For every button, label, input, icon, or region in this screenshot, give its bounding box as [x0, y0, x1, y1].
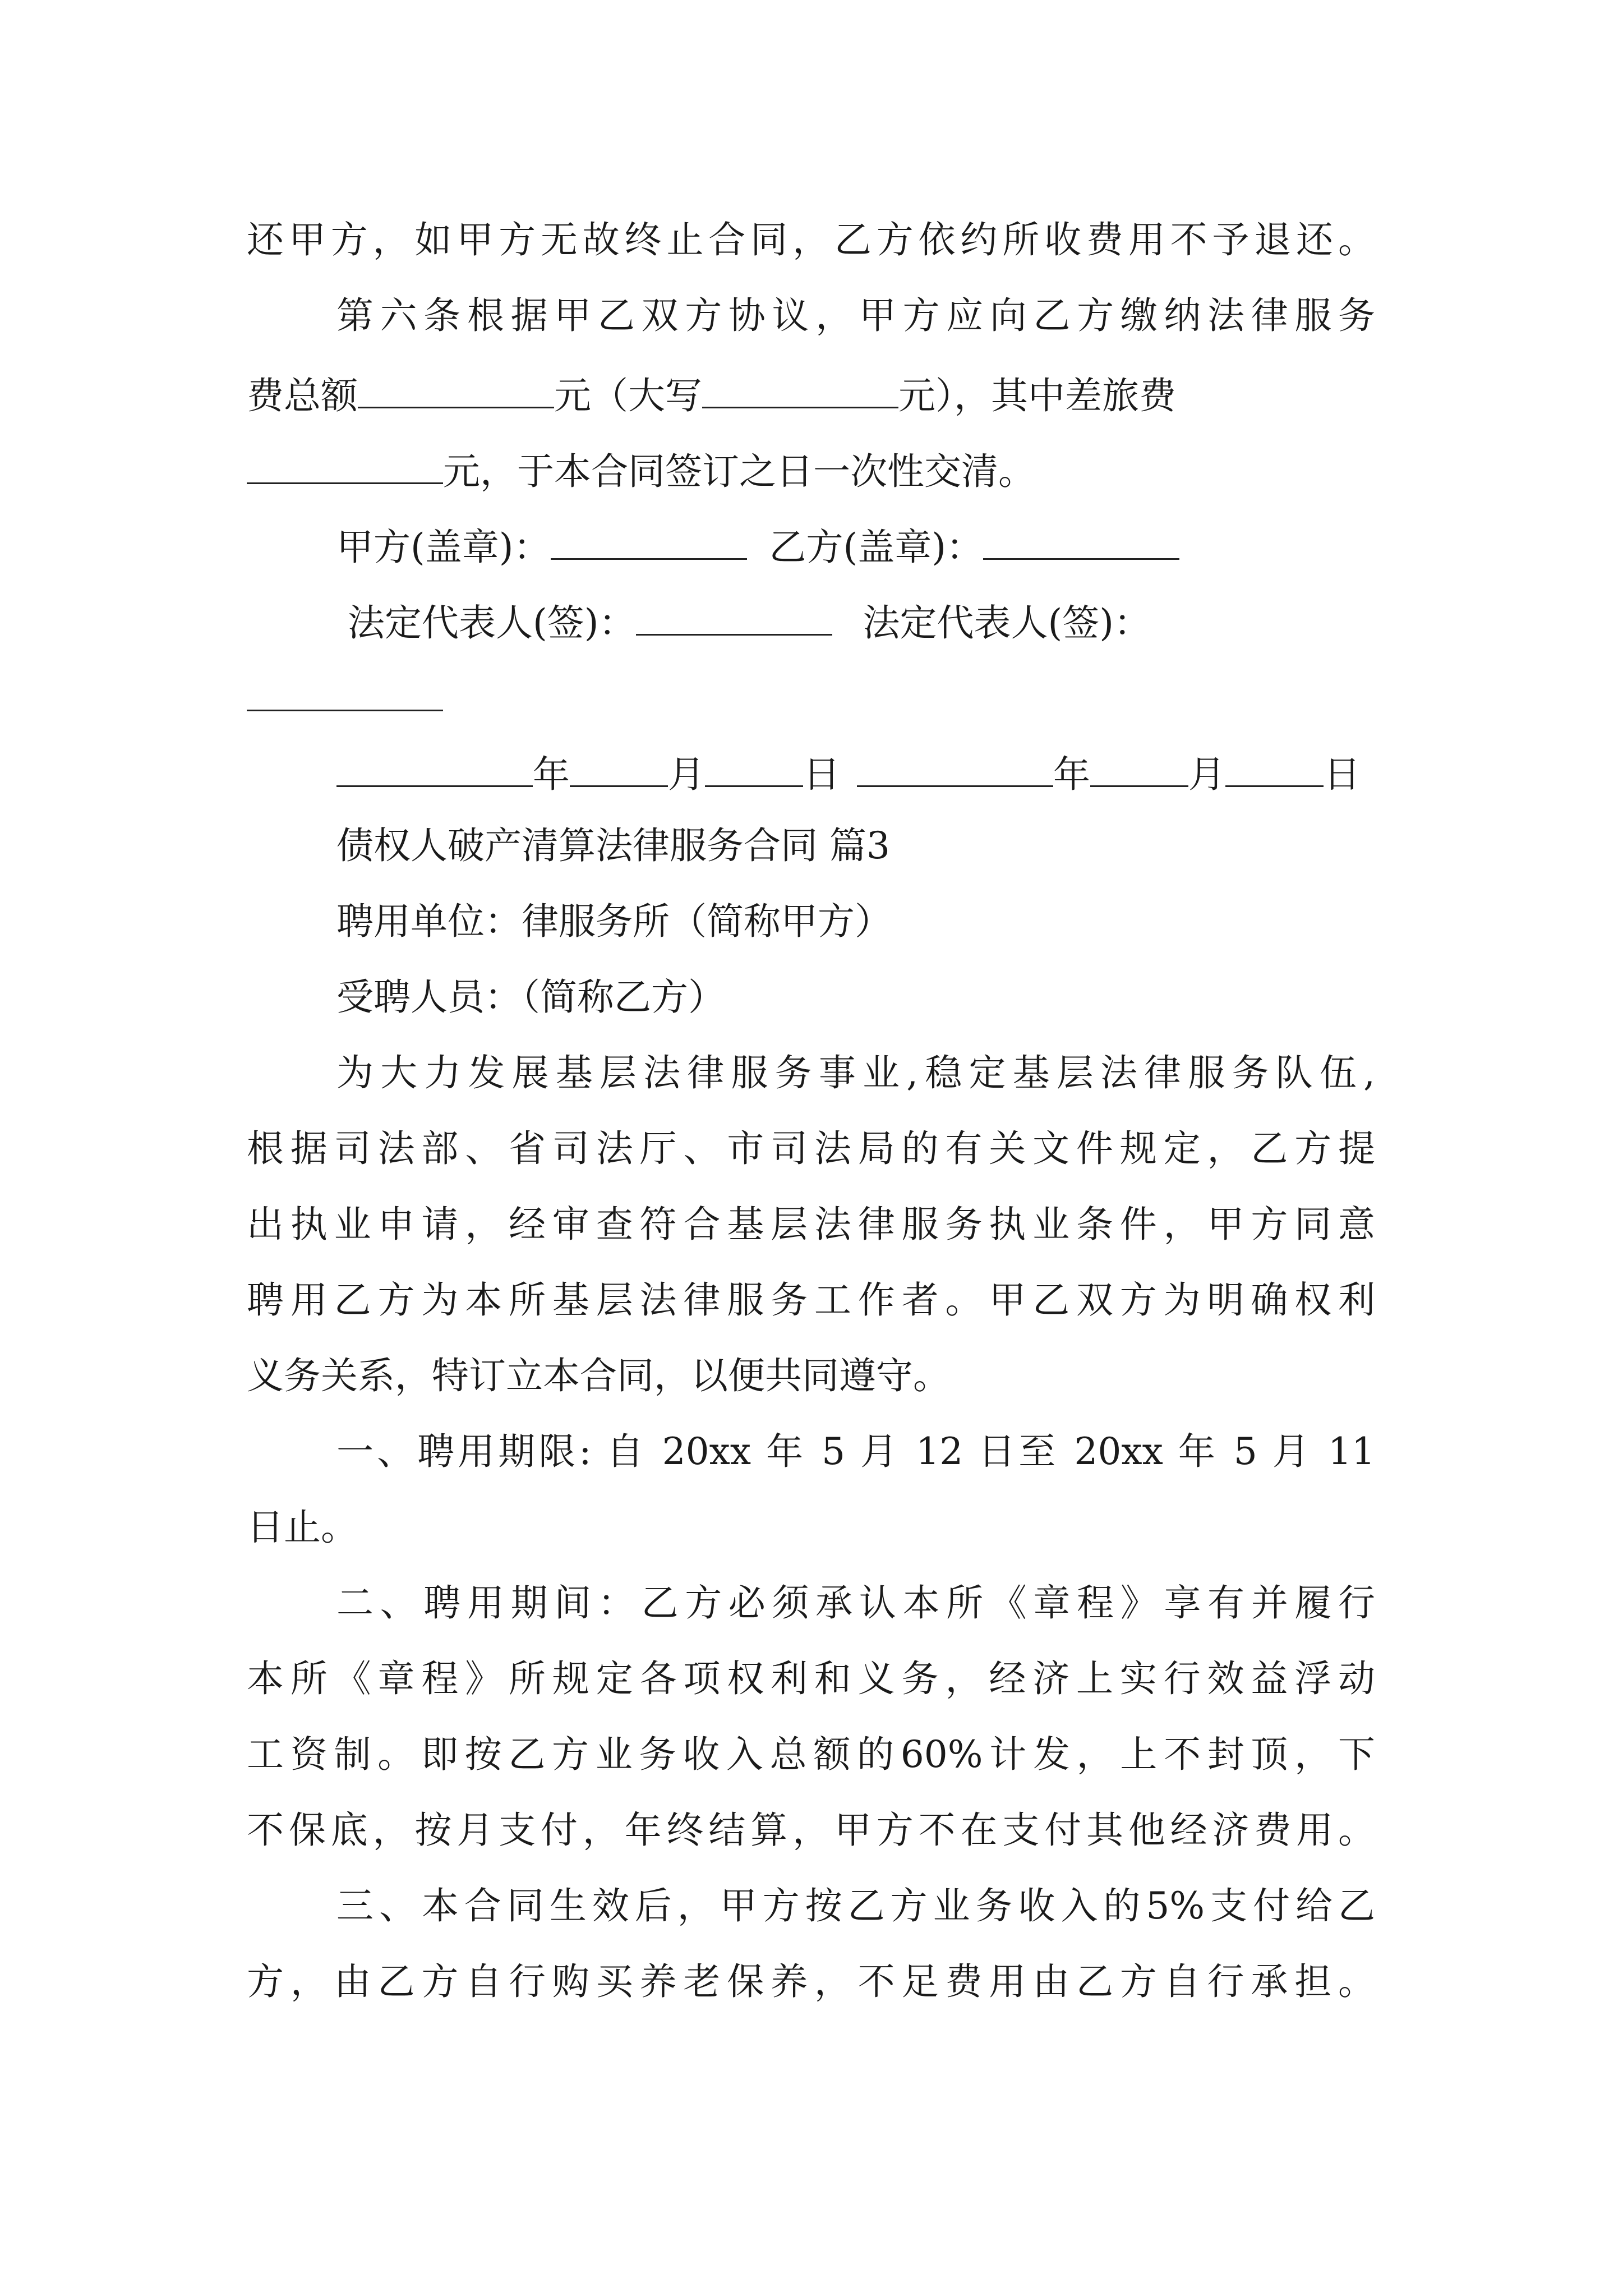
party-a-year-label: 年: [533, 753, 570, 796]
fee-capital-blank: [702, 373, 898, 408]
fee-total-label: 费总额: [247, 374, 358, 417]
article-six-line: 第六条根据甲乙双方协议，甲方应向乙方缴纳法律服务: [336, 294, 1375, 337]
party-b-year-blank: [857, 752, 1053, 787]
clause-two-line: 二、聘用期间：乙方必须承认本所《章程》享有并履行: [336, 1581, 1375, 1625]
party-b-rep-blank: [247, 676, 443, 711]
clause-three-line: 三、本合同生效后，甲方按乙方业务收入的5%支付给乙: [336, 1884, 1375, 1927]
party-a-day-blank: [705, 752, 803, 787]
party-b-rep-label: 法定代表人(签)：: [863, 601, 1151, 645]
payment-terms-text: 元，于本合同签订之日一次性交清。: [443, 450, 1035, 493]
clause-two-line: 不保底，按月支付，年终结算，甲方不在支付其他经济费用。: [247, 1809, 1375, 1852]
travel-fee-line: [247, 449, 1035, 493]
party-b-year-label: 年: [1053, 753, 1090, 796]
clause-three-line: 方，由乙方自行购买养老保养，不足费用由乙方自行承担。: [247, 1960, 1375, 2003]
preamble-line: 根据司法部、省司法厅、市司法局的有关文件规定，乙方提: [247, 1127, 1375, 1170]
preamble-line: 聘用乙方为本所基层法律服务工作者。甲乙双方为明确权利: [247, 1278, 1375, 1322]
party-a-day-label: 日: [803, 753, 840, 796]
paragraph-line: 还甲方，如甲方无故终止合同，乙方依约所收费用不予退还。: [247, 218, 1375, 261]
preamble-line: 为大力发展基层法律服务事业,稳定基层法律服务队伍,: [336, 1051, 1375, 1094]
section-title: 债权人破产清算法律服务合同 篇3: [336, 824, 890, 867]
party-a-month-blank: [570, 752, 668, 787]
party-a-seal-label: 甲方(盖章)：: [336, 526, 551, 569]
preamble-line: 义务关系，特订立本合同，以便共同遵守。: [247, 1354, 950, 1397]
party-b-rep-blank-line: [247, 676, 443, 717]
travel-fee-label: 元），其中差旅费: [898, 374, 1176, 417]
clause-two-line: 本所《章程》所规定各项权利和义务，经济上实行效益浮动: [247, 1657, 1375, 1700]
party-a-rep-blank: [636, 600, 832, 636]
employer-line: 聘用单位：律服务所（简称甲方）: [336, 900, 892, 943]
fee-capital-label: 元（大写: [554, 374, 702, 417]
party-a-year-blank: [336, 752, 533, 787]
party-b-day-label: 日: [1324, 753, 1361, 796]
party-b-seal-blank: [983, 524, 1179, 560]
date-line: [336, 752, 1361, 796]
clause-two-line: 工资制。即按乙方业务收入总额的60%计发，上不封顶，下: [247, 1733, 1375, 1776]
party-a-seal-blank: [551, 524, 747, 560]
travel-fee-blank: [247, 449, 443, 484]
preamble-line: 出执业申请，经审查符合基层法律服务执业条件，甲方同意: [247, 1203, 1375, 1246]
party-a-rep-label: 法定代表人(签)：: [348, 601, 636, 645]
employee-line: 受聘人员：（简称乙方）: [336, 976, 725, 1019]
signature-line: [348, 600, 1151, 645]
fee-total-line: [247, 373, 1176, 415]
clause-one-line: 一、聘用期限: 自 20xx 年 5 月 12 日至 20xx 年 5 月 11: [336, 1430, 1375, 1473]
clause-one-line: 日止。: [247, 1506, 358, 1549]
party-b-seal-label: 乙方(盖章)：: [769, 526, 983, 569]
party-b-day-blank: [1225, 752, 1324, 787]
party-a-month-label: 月: [668, 753, 705, 796]
seal-line: [336, 524, 1179, 569]
fee-amount-blank: [358, 373, 554, 408]
party-b-month-blank: [1090, 752, 1188, 787]
party-b-month-label: 月: [1188, 753, 1225, 796]
